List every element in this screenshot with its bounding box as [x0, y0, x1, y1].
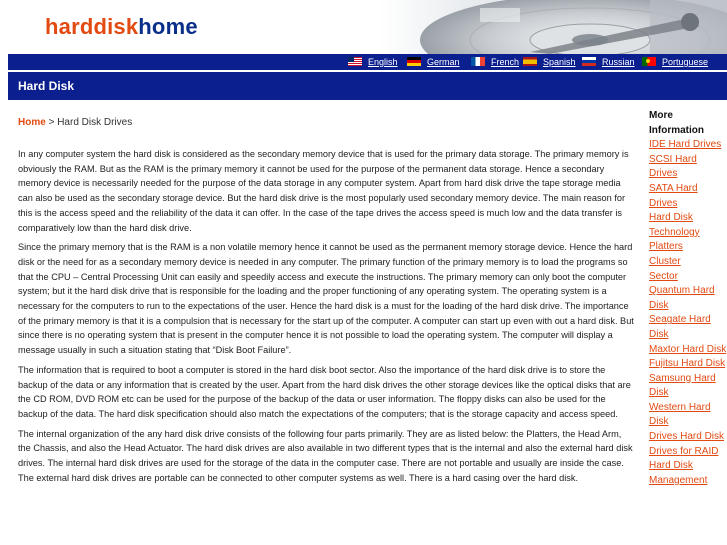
article-paragraph: The internal organization of the any hard disk drive consists of the following four parts primarily. They are as listed below: the Platters, the Head Arm, the Chassis, and also the Head Actuator. The hard disk drives are also available in two different types that is the internal and also the external hard disk drives. The internal hard disk drives are used for the storage of the data in the computer case. There are not portable and usually are inside the case. The external hard disk drives are portable can be connected to other computer systems as well. There is a hard casing over the hard disk. — [18, 428, 633, 483]
article-paragraph: Since the primary memory that is the RAM is a non volatile memory hence it cannot be used as the permanent memory storage device. Hence the hard disk or the need for as a secondary memory device is needed in any computer. The primary function of the primary memory is to load the programs so that the CPU – Central Processing Unit can easily and speedily access and execute the instructions. The primary memory can only boot the computer system; but it the hard disk drive that is responsible for the loading and the proper functioning of any operating system. The operating system is a necessary for the computers to run to the expectations of the user. Hence the hard disk is a must for the loading of the hard disk drive. The importance of the primary memory is that it is a compulsion that is necessary for the start up of the computer. A computer can start up even with out a hard disk. But since there is no operating system that is present in the computer hence it is not possible to load the operating system. The computer will display a message usually in such a situation stating that “Disk Boot Failure”. — [18, 242, 634, 356]
breadcrumb — [18, 117, 132, 128]
sidebar-link-hard-disk-technology[interactable]: Hard Disk Technology — [649, 212, 700, 238]
article-paragraph: In any computer system the hard disk is considered as the secondary memory device that is used for the primary data storage. The primary memory is obviously the RAM. But as the RAM is the primary memory it cannot be used for the purpose of the permanent data storage. Hence a secondary memory device is necessarily needed for the purpose of the data storage in any computer system. Apart from hard disk drive the tape storage media can also be used as the secondary storage device. But the hard disk drive is the most popularly used secondary memory device. The main reason for this is the access speed and the reliability of the data it can offer. In the case of the tape drives the access speed is much low and the data transfer is comparatively low than the hard disk drive. — [18, 149, 629, 233]
sidebar-link-raid-hard-disk-drives[interactable]: Drives Hard Disk Drives for RAID — [649, 431, 725, 457]
sidebar-link-western-hard-disk[interactable]: Western Hard Disk — [649, 401, 711, 428]
article-body — [18, 147, 634, 490]
sidebar-link-cluster[interactable]: Cluster — [649, 255, 681, 267]
language-bar — [8, 54, 727, 70]
sidebar-link-scsi-hard-drives[interactable]: SCSI Hard Drives — [649, 153, 697, 180]
flag-de-icon — [407, 57, 421, 66]
flag-uk-icon — [348, 57, 362, 66]
flag-fr-icon — [471, 57, 485, 66]
hard-disk-banner-image — [380, 0, 727, 54]
sidebar-link-quantum-hard-disk[interactable]: Quantum Hard Disk — [649, 285, 715, 311]
flag-es-icon — [523, 57, 537, 66]
sidebar-link-sata-hard-drives[interactable]: SATA Hard Drives — [649, 182, 698, 209]
breadcrumb-separator: > — [45, 117, 58, 128]
language-link-russian[interactable] — [582, 56, 635, 68]
sidebar-link-hard-disk-management[interactable]: Hard Disk Management — [649, 460, 708, 486]
language-label: Russian — [602, 57, 635, 67]
sidebar-link-fujitsu-hard-disk[interactable]: Fujitsu Hard Disk — [649, 358, 726, 370]
language-link-german[interactable] — [407, 56, 460, 68]
sidebar-link-maxtor-hard-disk[interactable]: Maxtor Hard Disk — [649, 343, 727, 355]
site-logo[interactable] — [45, 14, 198, 40]
logo-text-part2: home — [138, 14, 198, 39]
sidebar-link-samsung-hard-disk[interactable]: Samsung Hard Disk — [649, 372, 716, 399]
flag-ru-icon — [582, 57, 596, 66]
language-label: German — [427, 57, 460, 67]
sidebar-link-ide-hard-drives[interactable]: IDE Hard Drives — [649, 139, 722, 151]
page-title-bar — [8, 72, 727, 100]
language-link-portuguese[interactable] — [642, 56, 708, 68]
sidebar-more-information — [649, 109, 727, 488]
logo-text-part1: harddisk — [45, 14, 139, 39]
site-header — [0, 0, 727, 54]
sidebar-link-sector[interactable]: Sector — [649, 270, 678, 282]
flag-pt-icon — [642, 57, 656, 66]
language-label: Portuguese — [662, 57, 709, 67]
language-label: Spanish — [543, 57, 576, 67]
language-label: French — [491, 57, 520, 67]
page-title: Hard Disk — [18, 79, 75, 93]
sidebar-link-platters[interactable]: Platters — [649, 241, 683, 253]
sidebar-link-seagate-hard-disk[interactable]: Seagate Hard Disk — [649, 314, 711, 340]
breadcrumb-current: Hard Disk Drives — [57, 117, 133, 128]
language-link-french[interactable] — [471, 56, 519, 68]
sidebar-title: More Information — [649, 110, 704, 136]
breadcrumb-home-link[interactable]: Home — [18, 117, 46, 128]
language-link-spanish[interactable] — [523, 56, 576, 68]
language-link-english[interactable] — [348, 56, 398, 68]
language-label: English — [368, 57, 398, 67]
article-paragraph: The information that is required to boot a computer is stored in the hard disk boot sector. Also the importance of the hard disk drive is to store the backup of the data or any information that is created by the user. Apart from the hard disk drives the other storage devices like the optical disks that are the CD ROM, DVD ROM etc can be used for the purpose of the backup of the data or user information. The floppy disks can also be used for the backup of the data. The hard disk specification should also match the expectations of the computers; that is the storage capacity and access speed. — [18, 364, 631, 419]
